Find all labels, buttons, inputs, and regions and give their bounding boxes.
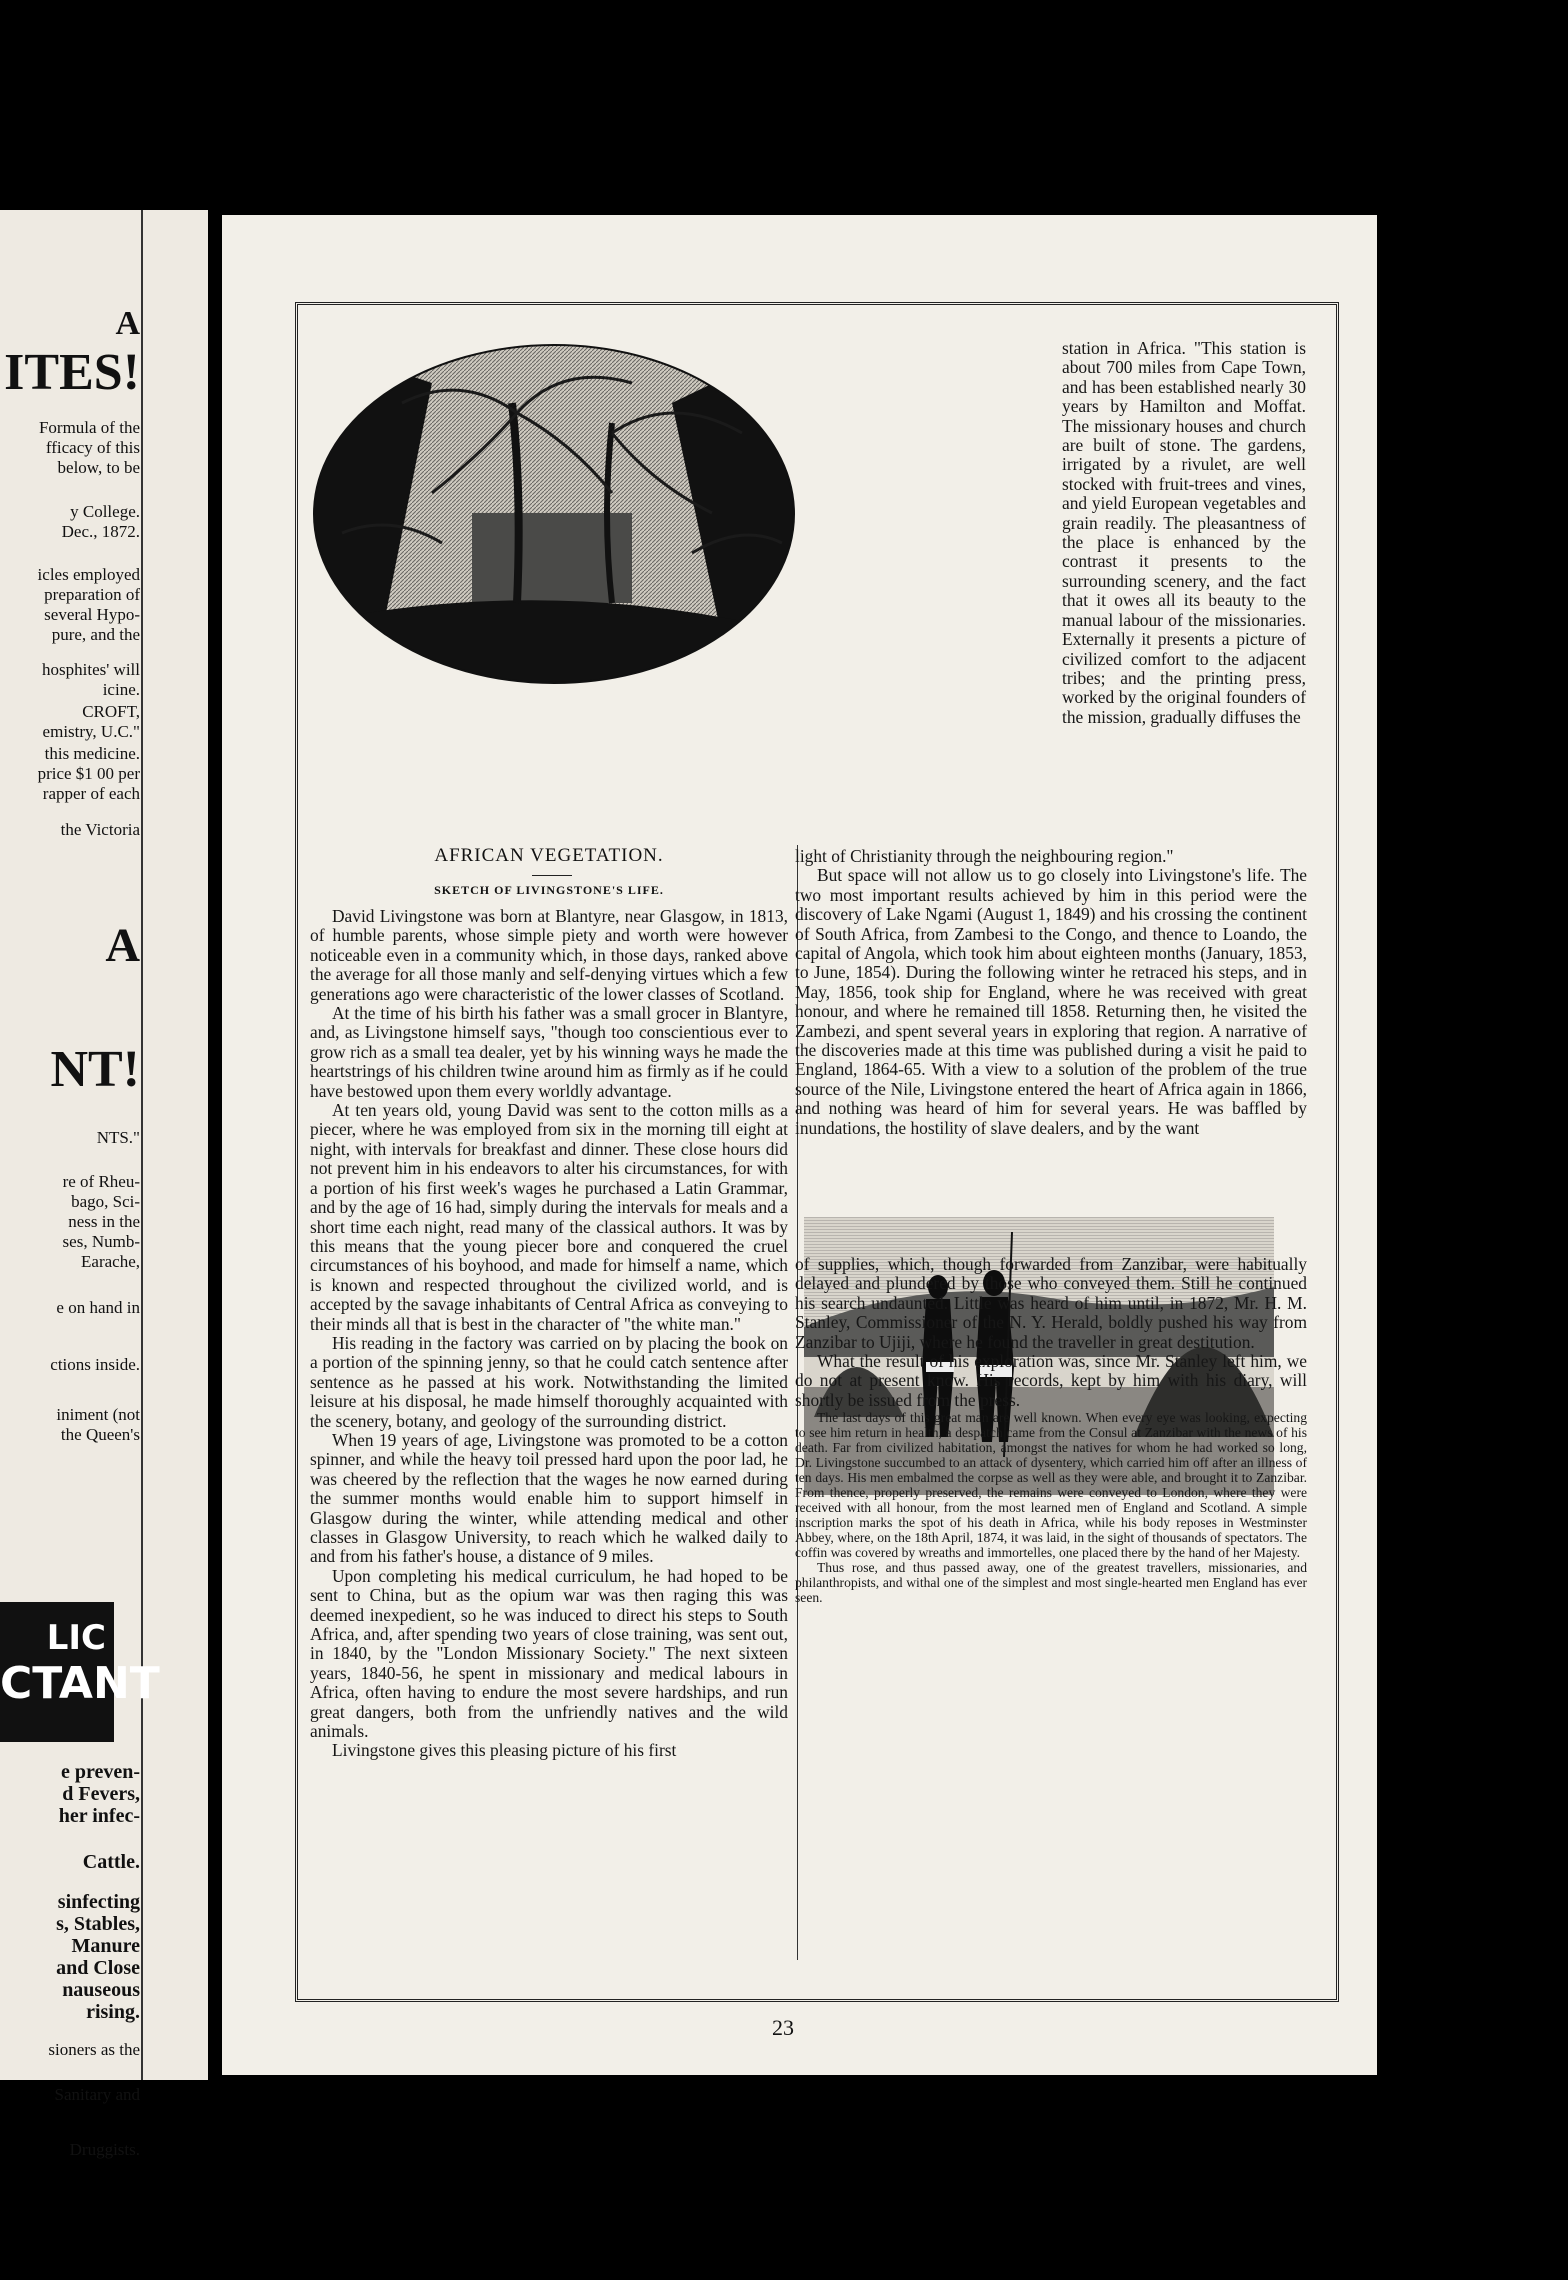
- advert-line: Druggists.: [69, 2140, 140, 2159]
- advert-line: price $1 00 per: [37, 764, 140, 783]
- advert-line: NT!: [50, 1041, 140, 1098]
- paragraph: Livingstone gives this pleasing picture of his first: [332, 1740, 677, 1761]
- advert-line: NTS.": [96, 1128, 140, 1147]
- advert-line: fficacy of this: [45, 438, 140, 457]
- advert-line: emistry, U.C.": [42, 722, 140, 741]
- advert-line: CROFT,: [82, 702, 140, 721]
- advert-line: this medicine.: [44, 744, 140, 763]
- advert-line: iniment (not: [56, 1405, 140, 1424]
- caption-rule: [532, 875, 572, 876]
- advert-line: her infec-: [58, 1805, 140, 1827]
- advert-line: Cattle.: [82, 1851, 140, 1873]
- paragraph: But space will not allow us to go closely into Livingstone's life. The two most important results achieved by him in this period were the discovery of Lake Ngami (August 1, 1849) and his crossing the continent of South Africa, from Zambesi to the Congo, and thence to Loando, the capital of Angola, which took him about eighteen months (January, 1853, to June, 1854). During the following winter he retraced his steps, and in May, 1856, took ship for England, where he was received with great honour, and where he remained till 1858. Returning then, he visited the Zambezi, and spent several years in exploring that region. A narrative of the discoveries made at this time was published during a visit he paid to England, 1864-65. With a view to a solution of the problem of the true source of the Nile, Livingstone entered the heart of Africa again in 1866, and nothing was heard of him for several years. He was baffled by inundations, the hostility of slave dealers, and by the want: [795, 865, 1307, 1138]
- advert-line: sioners as the: [48, 2040, 140, 2059]
- advert-line: Manure: [71, 1935, 140, 1957]
- advert-line: bago, Sci-: [71, 1192, 140, 1211]
- left-page-fragment: [0, 210, 208, 2159]
- illustration-caption: AFRICAN VEGETATION.: [434, 845, 664, 866]
- page-number: 23: [772, 2015, 794, 2040]
- advert-line: sinfecting: [57, 1891, 140, 1913]
- advert-line: Dec., 1872.: [61, 522, 140, 541]
- paragraph: Upon completing his medical curriculum, he had hoped to be sent to China, but as the opium war was then raging this was deemed inexpedient, so he was induced to direct his steps to South Africa, and, after spending two years of close training, was sent out, in 1840, by the "London Missionary Society." The next sixteen years, 1840-56, he spent in missionary and medical labours in Africa, often having to endure the most severe hardships, and run great dangers, both from the unfriendly natives and the wild animals.: [310, 1565, 788, 1742]
- advert-line: the Victoria: [60, 820, 140, 839]
- article-subtitle: SKETCH OF LIVINGSTONE'S LIFE.: [434, 883, 664, 897]
- advert-line: e preven-: [60, 1761, 140, 1783]
- small-paragraph: The last days of this great man are well known. When every eye was looking, expecting to see him return in health, a despatch came from the Consul at Zanzibar with the news of his death. Far from civilized habitation, amongst the natives for whom he had worked so long, Dr. Livingstone succumbed to an attack of dysentery, which carried him off after an illness of ten days. His men embalmed the corpse as well as they were able, and brought it to Zanzibar. From thence, properly preserved, the remains were conveyed to London, where they were received with all honour, from the most learned men of England and Scotland. A simple inscription marks the spot of his death in Africa, while his body reposes in Westminster Abbey, where, on the 18th April, 1874, it was laid, in the sight of thousands of spectators. The coffin was covered by wreaths and immortelles, one placed there by the hand of her Majesty.: [795, 1410, 1307, 1561]
- advert-line: ctions inside.: [50, 1355, 140, 1374]
- paragraph: David Livingstone was born at Blantyre, near Glasgow, in 1813, of humble parents, whose simple piety and worth were however noticeable even in a community which, in those days, ranked above the average for all those manly and self-denying virtues which a few generations ago were characteristic of the lower classes of Scotland.: [310, 906, 788, 1004]
- left-page-advert-column: [0, 210, 160, 2159]
- advert-line: s, Stables,: [56, 1913, 140, 1935]
- advert-line: below, to be: [57, 458, 140, 477]
- paragraph: At the time of his birth his father was a small grocer in Blantyre, and, as Livingstone himself says, "though too conscientious ever to grow rich as a small tea dealer, yet by his winning ways he made the heartstrings of his children twine around him as firmly as if he could have bestowed upon them every worldly advantage.: [310, 1003, 788, 1101]
- advert-line: Sanitary and: [54, 2085, 140, 2104]
- advert-line: ness in the: [68, 1212, 140, 1231]
- paragraph: light of Christianity through the neighbouring region.": [795, 846, 1174, 866]
- advert-line: nauseous: [62, 1979, 140, 2001]
- paragraph: station in Africa. "This station is about 700 miles from Cape Town, and has been established nearly 30 years by Hamilton and Moffat. The missionary houses and church are built of stone. The gardens, irrigated by a rivulet, are well stocked with fruit-trees and vines, and yield European vegetables and grain readily. The pleasantness of the place is enhanced by the contrast it presents to the surrounding scenery, and the fact that it owes all its beauty to the manual labour of the missionaries. Externally it presents a picture of civilized comfort to the adjacent tribes; and the printing press, worked by the original founders of the mission, gradually diffuses the: [1062, 338, 1306, 727]
- advert-line: d Fevers,: [62, 1783, 140, 1805]
- advert-line: re of Rheu-: [62, 1172, 140, 1191]
- advert-line: ITES!: [4, 344, 140, 401]
- advert-line: y College.: [70, 502, 140, 521]
- paragraph: What the result of his exploration was, since Mr. Stanley left him, we do not at present know. His records, kept by him with his diary, will shortly be issued from the press.: [795, 1351, 1307, 1410]
- advert-line: Earache,: [81, 1252, 140, 1271]
- paragraph: When 19 years of age, Livingstone was promoted to be a cotton spinner, and while the heavy toil pressed hard upon the poor lad, he was cheered by the reflection that the wages he now earned during the summer months would enable him to support himself in Glasgow during the winter, while attending medical and other classes in Glasgow University, to reach which he walked daily to and from his father's house, a distance of 9 miles.: [310, 1429, 788, 1567]
- advert-line: A: [105, 919, 140, 972]
- advert-line: and Close: [56, 1957, 140, 1979]
- advert-line: icine.: [102, 680, 140, 699]
- paragraph: His reading in the factory was carried on by placing the book on a portion of the spinning jenny, so that he could catch sentence after sentence as he passed at his work. Notwithstanding the limited leisure at his disposal, he made himself thoroughly acquainted with the scenery, botany, and geology of the surrounding district.: [310, 1332, 788, 1431]
- advert-line: the Queen's: [60, 1425, 140, 1444]
- advert-line: pure, and the: [51, 625, 140, 644]
- paragraph: of supplies, which, though forwarded from Zanzibar, were habitually delayed and plundered by those who conveyed them. Still he continued his search undaunted. Little was heard of him until, in 1872, Mr. H. M. Stanley, Commissioner of the N. Y. Herald, boldly pushed his way from Zanzibar to Ujiji, where he found the traveller in great destitution.: [795, 1254, 1307, 1352]
- advert-line: several Hypo-: [44, 605, 140, 624]
- advert-line: hosphites' will: [42, 660, 140, 679]
- advert-line: rapper of each: [42, 784, 140, 803]
- small-paragraph: Thus rose, and thus passed away, one of the greatest travellers, missionaries, and philanthropists, and withal one of the simplest and most single-hearted men England has ever seen.: [795, 1560, 1307, 1606]
- paragraph: At ten years old, young David was sent to the cotton mills as a piecer, where he was employed from six in the morning till eight at night, with intervals for breakfast and dinner. These close hours did not prevent him in his endeavors to alter his circumstances, for with a portion of his first week's wages he purchased a Latin Grammar, and by the age of 16 had, simply during the intervals for meals and a short time each night, read many of the classical authors. It was by this means that the young piecer bore and conquered the cruel circumstances of his boyhood, and made for himself a name, which is known and respected throughout the civilized world, and is accepted by the savage inhabitants of Central Africa as conveying to their minds all that is best in the character of "the white man.": [310, 1100, 788, 1334]
- advert-line: e on hand in: [56, 1298, 140, 1317]
- advert-box-line-2: CTANT: [0, 1658, 160, 1709]
- advert-black-box: [0, 1602, 160, 1742]
- article-right-column-middle: [795, 847, 1307, 1138]
- advert-line: rising.: [86, 2001, 140, 2023]
- article-right-column-top: [1062, 339, 1306, 727]
- advert-box-line-1: LIC: [46, 1618, 106, 1658]
- advert-line: icles employed: [37, 565, 140, 584]
- advert-line: A: [115, 305, 140, 342]
- magazine-page: [222, 215, 1377, 2075]
- article-left-column: [310, 907, 788, 1761]
- article-right-column-bottom: [795, 1255, 1307, 1605]
- african-vegetation-illustration: [312, 343, 796, 685]
- advert-line: ses, Numb-: [62, 1232, 140, 1251]
- advert-line: preparation of: [44, 585, 140, 604]
- advert-line: Formula of the: [38, 418, 140, 437]
